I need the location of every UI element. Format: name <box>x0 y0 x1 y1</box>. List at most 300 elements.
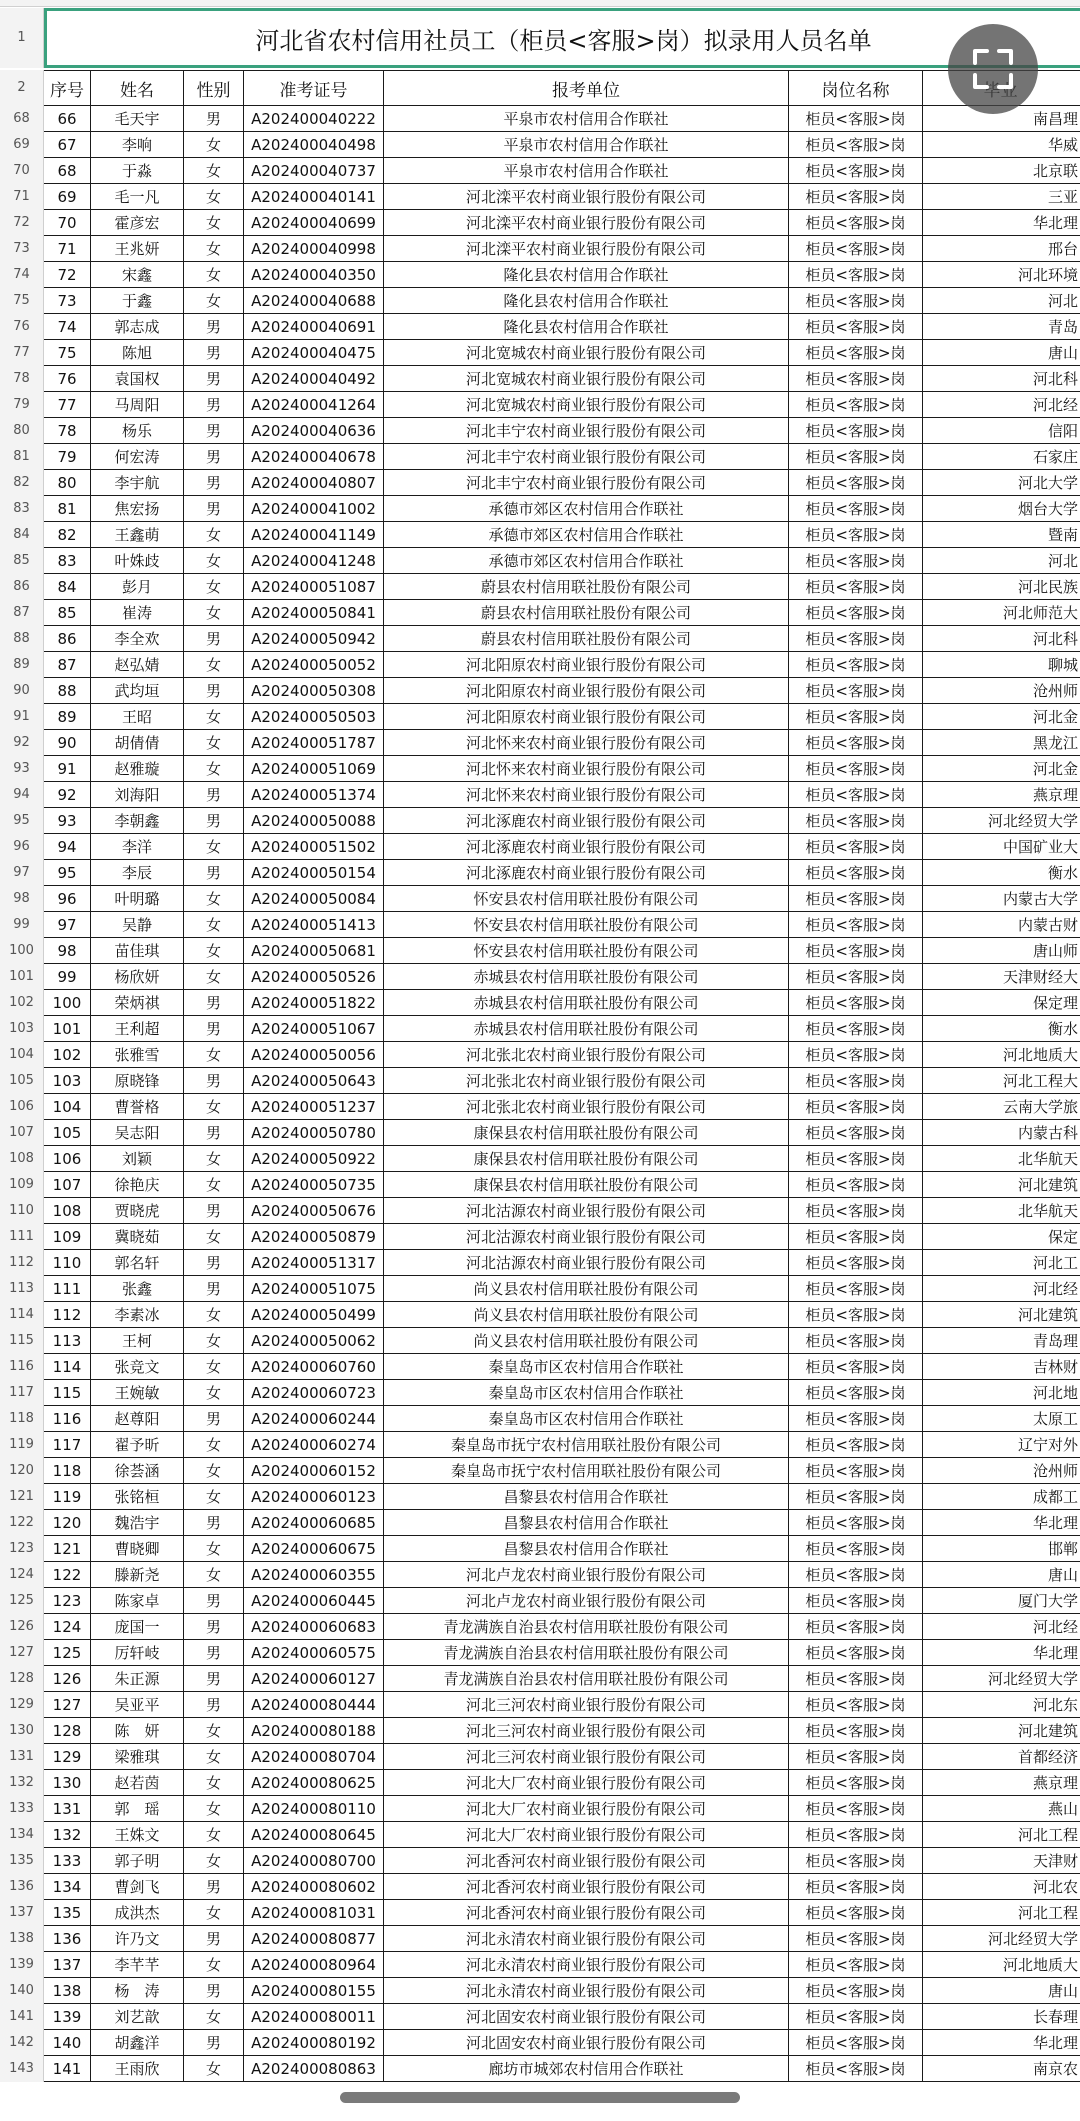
cell-position[interactable]: 柜员<客服>岗 <box>789 106 923 132</box>
cell-sex[interactable]: 男 <box>184 1198 244 1224</box>
cell-cert[interactable]: A202400060760 <box>244 1354 384 1380</box>
cell-name[interactable]: 宋鑫 <box>91 262 184 288</box>
cell-unit[interactable]: 河北滦平农村商业银行股份有限公司 <box>384 210 789 236</box>
cell-seq[interactable]: 72 <box>44 262 91 288</box>
cell-school[interactable]: 唐山师 <box>923 938 1080 964</box>
cell-unit[interactable]: 昌黎县农村信用合作联社 <box>384 1510 789 1536</box>
cell-school[interactable]: 青岛理 <box>923 1328 1080 1354</box>
cell-seq[interactable]: 140 <box>44 2030 91 2056</box>
cell-seq[interactable]: 67 <box>44 132 91 158</box>
cell-school[interactable]: 河北科 <box>923 626 1080 652</box>
table-row[interactable] <box>44 730 1080 756</box>
fullscreen-button[interactable] <box>948 24 1038 114</box>
table-row[interactable] <box>44 1666 1080 1692</box>
cell-unit[interactable]: 河北滦平农村商业银行股份有限公司 <box>384 184 789 210</box>
table-row[interactable] <box>44 1926 1080 1952</box>
cell-position[interactable]: 柜员<客服>岗 <box>789 1276 923 1302</box>
table-row[interactable] <box>44 1640 1080 1666</box>
cell-unit[interactable]: 河北宽城农村商业银行股份有限公司 <box>384 366 789 392</box>
cell-sex[interactable]: 男 <box>184 782 244 808</box>
table-row[interactable] <box>44 1068 1080 1094</box>
cell-sex[interactable]: 男 <box>184 366 244 392</box>
cell-sex[interactable]: 女 <box>184 1302 244 1328</box>
cell-school[interactable]: 河北工程 <box>923 1900 1080 1926</box>
cell-school[interactable]: 三亚 <box>923 184 1080 210</box>
cell-position[interactable]: 柜员<客服>岗 <box>789 964 923 990</box>
cell-sex[interactable]: 女 <box>184 1952 244 1978</box>
cell-school[interactable]: 河北 <box>923 548 1080 574</box>
cell-seq[interactable]: 127 <box>44 1692 91 1718</box>
cell-cert[interactable]: A202400060575 <box>244 1640 384 1666</box>
cell-sex[interactable]: 女 <box>184 912 244 938</box>
cell-sex[interactable]: 女 <box>184 184 244 210</box>
cell-cert[interactable]: A202400080444 <box>244 1692 384 1718</box>
table-row[interactable] <box>44 1432 1080 1458</box>
cell-cert[interactable]: A202400050526 <box>244 964 384 990</box>
cell-name[interactable]: 叶明璐 <box>91 886 184 912</box>
cell-sex[interactable]: 男 <box>184 2030 244 2056</box>
cell-seq[interactable]: 70 <box>44 210 91 236</box>
cell-unit[interactable]: 河北三河农村商业银行股份有限公司 <box>384 1718 789 1744</box>
cell-unit[interactable]: 赤城县农村信用联社股份有限公司 <box>384 990 789 1016</box>
cell-position[interactable]: 柜员<客服>岗 <box>789 1146 923 1172</box>
cell-position[interactable]: 柜员<客服>岗 <box>789 1458 923 1484</box>
cell-position[interactable]: 柜员<客服>岗 <box>789 392 923 418</box>
cell-sex[interactable]: 男 <box>184 1874 244 1900</box>
table-row[interactable] <box>44 1302 1080 1328</box>
cell-sex[interactable]: 女 <box>184 1796 244 1822</box>
cell-unit[interactable]: 康保县农村信用联社股份有限公司 <box>384 1120 789 1146</box>
cell-unit[interactable]: 河北怀来农村商业银行股份有限公司 <box>384 782 789 808</box>
cell-cert[interactable]: A202400080625 <box>244 1770 384 1796</box>
cell-seq[interactable]: 101 <box>44 1016 91 1042</box>
cell-position[interactable]: 柜员<客服>岗 <box>789 210 923 236</box>
cell-name[interactable]: 李芊芊 <box>91 1952 184 1978</box>
cell-name[interactable]: 胡鑫洋 <box>91 2030 184 2056</box>
cell-unit[interactable]: 承德市郊区农村信用合作联社 <box>384 496 789 522</box>
cell-seq[interactable]: 98 <box>44 938 91 964</box>
cell-position[interactable]: 柜员<客服>岗 <box>789 2030 923 2056</box>
cell-school[interactable]: 邯郸 <box>923 1536 1080 1562</box>
cell-name[interactable]: 朱正源 <box>91 1666 184 1692</box>
cell-school[interactable]: 河北师范大 <box>923 600 1080 626</box>
cell-sex[interactable]: 男 <box>184 1406 244 1432</box>
cell-seq[interactable]: 100 <box>44 990 91 1016</box>
cell-sex[interactable]: 男 <box>184 1640 244 1666</box>
cell-seq[interactable]: 112 <box>44 1302 91 1328</box>
cell-cert[interactable]: A202400050841 <box>244 600 384 626</box>
cell-position[interactable]: 柜员<客服>岗 <box>789 236 923 262</box>
cell-seq[interactable]: 75 <box>44 340 91 366</box>
cell-position[interactable]: 柜员<客服>岗 <box>789 1562 923 1588</box>
cell-seq[interactable]: 77 <box>44 392 91 418</box>
cell-position[interactable]: 柜员<客服>岗 <box>789 1848 923 1874</box>
cell-sex[interactable]: 男 <box>184 1120 244 1146</box>
cell-name[interactable]: 赵弘婧 <box>91 652 184 678</box>
cell-name[interactable]: 马周阳 <box>91 392 184 418</box>
cell-sex[interactable]: 女 <box>184 730 244 756</box>
table-row[interactable] <box>44 1172 1080 1198</box>
cell-seq[interactable]: 114 <box>44 1354 91 1380</box>
table-row[interactable] <box>44 132 1080 158</box>
header-name[interactable]: 姓名 <box>91 70 184 106</box>
header-position[interactable]: 岗位名称 <box>789 70 923 106</box>
cell-position[interactable]: 柜员<客服>岗 <box>789 1744 923 1770</box>
cell-sex[interactable]: 女 <box>184 1718 244 1744</box>
cell-school[interactable]: 青岛 <box>923 314 1080 340</box>
table-row[interactable] <box>44 912 1080 938</box>
table-row[interactable] <box>44 522 1080 548</box>
cell-school[interactable]: 河北地质大 <box>923 1042 1080 1068</box>
table-row[interactable] <box>44 652 1080 678</box>
cell-position[interactable]: 柜员<客服>岗 <box>789 1250 923 1276</box>
cell-unit[interactable]: 赤城县农村信用联社股份有限公司 <box>384 964 789 990</box>
cell-unit[interactable]: 河北涿鹿农村商业银行股份有限公司 <box>384 834 789 860</box>
cell-unit[interactable]: 青龙满族自治县农村信用联社股份有限公司 <box>384 1666 789 1692</box>
cell-unit[interactable]: 昌黎县农村信用合作联社 <box>384 1536 789 1562</box>
cell-school[interactable]: 沧州师 <box>923 678 1080 704</box>
cell-cert[interactable]: A202400051069 <box>244 756 384 782</box>
cell-unit[interactable]: 隆化县农村信用合作联社 <box>384 262 789 288</box>
cell-school[interactable]: 河北经 <box>923 392 1080 418</box>
cell-school[interactable]: 河北 <box>923 288 1080 314</box>
cell-cert[interactable]: A202400051374 <box>244 782 384 808</box>
cell-seq[interactable]: 109 <box>44 1224 91 1250</box>
cell-unit[interactable]: 河北张北农村商业银行股份有限公司 <box>384 1042 789 1068</box>
cell-seq[interactable]: 93 <box>44 808 91 834</box>
table-row[interactable] <box>44 340 1080 366</box>
cell-school[interactable]: 河北科 <box>923 366 1080 392</box>
cell-name[interactable]: 毛一凡 <box>91 184 184 210</box>
cell-school[interactable]: 河北工程大 <box>923 1068 1080 1094</box>
cell-seq[interactable]: 94 <box>44 834 91 860</box>
cell-unit[interactable]: 河北阳原农村商业银行股份有限公司 <box>384 678 789 704</box>
cell-cert[interactable]: A202400080700 <box>244 1848 384 1874</box>
cell-school[interactable]: 河北农 <box>923 1874 1080 1900</box>
cell-position[interactable]: 柜员<客服>岗 <box>789 1874 923 1900</box>
cell-school[interactable]: 成都工 <box>923 1484 1080 1510</box>
cell-seq[interactable]: 141 <box>44 2056 91 2082</box>
table-row[interactable] <box>44 210 1080 236</box>
table-row[interactable] <box>44 1094 1080 1120</box>
table-row[interactable] <box>44 704 1080 730</box>
cell-name[interactable]: 李朝鑫 <box>91 808 184 834</box>
cell-sex[interactable]: 女 <box>184 1848 244 1874</box>
cell-cert[interactable]: A202400060123 <box>244 1484 384 1510</box>
cell-seq[interactable]: 102 <box>44 1042 91 1068</box>
cell-school[interactable]: 燕京理 <box>923 1770 1080 1796</box>
cell-sex[interactable]: 女 <box>184 548 244 574</box>
cell-name[interactable]: 庞国一 <box>91 1614 184 1640</box>
cell-name[interactable]: 吴静 <box>91 912 184 938</box>
table-row[interactable] <box>44 314 1080 340</box>
cell-cert[interactable]: A202400050088 <box>244 808 384 834</box>
table-row[interactable] <box>44 106 1080 132</box>
cell-school[interactable]: 河北地 <box>923 1380 1080 1406</box>
cell-seq[interactable]: 66 <box>44 106 91 132</box>
cell-school[interactable]: 南京农 <box>923 2056 1080 2082</box>
cell-unit[interactable]: 平泉市农村信用合作联社 <box>384 158 789 184</box>
cell-seq[interactable]: 119 <box>44 1484 91 1510</box>
cell-position[interactable]: 柜员<客服>岗 <box>789 1406 923 1432</box>
table-row[interactable] <box>44 1588 1080 1614</box>
cell-position[interactable]: 柜员<客服>岗 <box>789 314 923 340</box>
cell-seq[interactable]: 134 <box>44 1874 91 1900</box>
cell-school[interactable]: 河北环境 <box>923 262 1080 288</box>
table-row[interactable] <box>44 1848 1080 1874</box>
cell-cert[interactable]: A202400040678 <box>244 444 384 470</box>
cell-cert[interactable]: A202400040350 <box>244 262 384 288</box>
cell-cert[interactable]: A202400060355 <box>244 1562 384 1588</box>
cell-sex[interactable]: 女 <box>184 158 244 184</box>
cell-cert[interactable]: A202400060723 <box>244 1380 384 1406</box>
cell-unit[interactable]: 河北卢龙农村商业银行股份有限公司 <box>384 1588 789 1614</box>
cell-unit[interactable]: 赤城县农村信用联社股份有限公司 <box>384 1016 789 1042</box>
cell-unit[interactable]: 河北永清农村商业银行股份有限公司 <box>384 1926 789 1952</box>
cell-name[interactable]: 翟予昕 <box>91 1432 184 1458</box>
cell-seq[interactable]: 87 <box>44 652 91 678</box>
cell-name[interactable]: 彭月 <box>91 574 184 600</box>
cell-position[interactable]: 柜员<客服>岗 <box>789 678 923 704</box>
cell-unit[interactable]: 河北涿鹿农村商业银行股份有限公司 <box>384 860 789 886</box>
cell-seq[interactable]: 103 <box>44 1068 91 1094</box>
cell-name[interactable]: 厉轩岐 <box>91 1640 184 1666</box>
cell-position[interactable]: 柜员<客服>岗 <box>789 1640 923 1666</box>
cell-school[interactable]: 河北经 <box>923 1614 1080 1640</box>
cell-school[interactable]: 中国矿业大 <box>923 834 1080 860</box>
table-row[interactable] <box>44 184 1080 210</box>
cell-sex[interactable]: 男 <box>184 1926 244 1952</box>
cell-sex[interactable]: 男 <box>184 808 244 834</box>
cell-unit[interactable]: 秦皇岛市区农村信用合作联社 <box>384 1354 789 1380</box>
cell-sex[interactable]: 男 <box>184 1276 244 1302</box>
cell-name[interactable]: 霍彦宏 <box>91 210 184 236</box>
cell-unit[interactable]: 廊坊市城郊农村信用合作联社 <box>384 2056 789 2082</box>
cell-position[interactable]: 柜员<客服>岗 <box>789 496 923 522</box>
cell-seq[interactable]: 121 <box>44 1536 91 1562</box>
cell-cert[interactable]: A202400050643 <box>244 1068 384 1094</box>
cell-school[interactable]: 河北地质大 <box>923 1952 1080 1978</box>
cell-name[interactable]: 崔涛 <box>91 600 184 626</box>
table-row[interactable] <box>44 236 1080 262</box>
cell-name[interactable]: 苗佳琪 <box>91 938 184 964</box>
home-indicator[interactable] <box>340 2092 740 2103</box>
table-row[interactable] <box>44 886 1080 912</box>
table-row[interactable] <box>44 418 1080 444</box>
cell-seq[interactable]: 81 <box>44 496 91 522</box>
cell-unit[interactable]: 河北阳原农村商业银行股份有限公司 <box>384 652 789 678</box>
cell-cert[interactable]: A202400040498 <box>244 132 384 158</box>
cell-position[interactable]: 柜员<客服>岗 <box>789 444 923 470</box>
cell-position[interactable]: 柜员<客服>岗 <box>789 1692 923 1718</box>
cell-school[interactable]: 燕山 <box>923 1796 1080 1822</box>
cell-school[interactable]: 保定理 <box>923 990 1080 1016</box>
cell-seq[interactable]: 128 <box>44 1718 91 1744</box>
cell-unit[interactable]: 青龙满族自治县农村信用联社股份有限公司 <box>384 1614 789 1640</box>
cell-unit[interactable]: 康保县农村信用联社股份有限公司 <box>384 1146 789 1172</box>
cell-school[interactable]: 聊城 <box>923 652 1080 678</box>
cell-name[interactable]: 毛天宇 <box>91 106 184 132</box>
cell-sex[interactable]: 女 <box>184 964 244 990</box>
cell-cert[interactable]: A202400080863 <box>244 2056 384 2082</box>
cell-sex[interactable]: 男 <box>184 1978 244 2004</box>
cell-name[interactable]: 焦宏扬 <box>91 496 184 522</box>
cell-unit[interactable]: 承德市郊区农村信用合作联社 <box>384 548 789 574</box>
table-row[interactable] <box>44 860 1080 886</box>
cell-school[interactable]: 北华航天 <box>923 1198 1080 1224</box>
cell-cert[interactable]: A202400060244 <box>244 1406 384 1432</box>
cell-name[interactable]: 许乃文 <box>91 1926 184 1952</box>
cell-unit[interactable]: 河北沽源农村商业银行股份有限公司 <box>384 1198 789 1224</box>
cell-name[interactable]: 赵尊阳 <box>91 1406 184 1432</box>
cell-school[interactable]: 华威 <box>923 132 1080 158</box>
cell-cert[interactable]: A202400051413 <box>244 912 384 938</box>
cell-position[interactable]: 柜员<客服>岗 <box>789 1224 923 1250</box>
cell-name[interactable]: 成洪杰 <box>91 1900 184 1926</box>
cell-unit[interactable]: 蔚县农村信用联社股份有限公司 <box>384 626 789 652</box>
cell-unit[interactable]: 河北丰宁农村商业银行股份有限公司 <box>384 470 789 496</box>
cell-position[interactable]: 柜员<客服>岗 <box>789 1536 923 1562</box>
cell-cert[interactable]: A202400050499 <box>244 1302 384 1328</box>
cell-name[interactable]: 赵雅璇 <box>91 756 184 782</box>
cell-cert[interactable]: A202400050922 <box>244 1146 384 1172</box>
cell-cert[interactable]: A202400041248 <box>244 548 384 574</box>
cell-unit[interactable]: 青龙满族自治县农村信用联社股份有限公司 <box>384 1640 789 1666</box>
cell-sex[interactable]: 女 <box>184 1094 244 1120</box>
cell-position[interactable]: 柜员<客服>岗 <box>789 704 923 730</box>
cell-name[interactable]: 滕新尧 <box>91 1562 184 1588</box>
cell-sex[interactable]: 女 <box>184 210 244 236</box>
cell-unit[interactable]: 秦皇岛市抚宁农村信用联社股份有限公司 <box>384 1432 789 1458</box>
cell-sex[interactable]: 女 <box>184 1146 244 1172</box>
cell-position[interactable]: 柜员<客服>岗 <box>789 1380 923 1406</box>
cell-position[interactable]: 柜员<客服>岗 <box>789 652 923 678</box>
cell-unit[interactable]: 河北丰宁农村商业银行股份有限公司 <box>384 418 789 444</box>
cell-position[interactable]: 柜员<客服>岗 <box>789 756 923 782</box>
cell-unit[interactable]: 康保县农村信用联社股份有限公司 <box>384 1172 789 1198</box>
cell-name[interactable]: 曹誉格 <box>91 1094 184 1120</box>
cell-unit[interactable]: 河北永清农村商业银行股份有限公司 <box>384 1952 789 1978</box>
cell-cert[interactable]: A202400051237 <box>244 1094 384 1120</box>
cell-name[interactable]: 刘颖 <box>91 1146 184 1172</box>
cell-unit[interactable]: 河北固安农村商业银行股份有限公司 <box>384 2030 789 2056</box>
cell-cert[interactable]: A202400051822 <box>244 990 384 1016</box>
cell-seq[interactable]: 108 <box>44 1198 91 1224</box>
cell-unit[interactable]: 河北卢龙农村商业银行股份有限公司 <box>384 1562 789 1588</box>
cell-name[interactable]: 梁雅琪 <box>91 1744 184 1770</box>
cell-sex[interactable]: 男 <box>184 860 244 886</box>
cell-unit[interactable]: 蔚县农村信用联社股份有限公司 <box>384 574 789 600</box>
cell-sex[interactable]: 男 <box>184 1016 244 1042</box>
cell-position[interactable]: 柜员<客服>岗 <box>789 1510 923 1536</box>
cell-name[interactable]: 王利超 <box>91 1016 184 1042</box>
cell-cert[interactable]: A202400080645 <box>244 1822 384 1848</box>
cell-name[interactable]: 郭志成 <box>91 314 184 340</box>
cell-cert[interactable]: A202400040475 <box>244 340 384 366</box>
cell-school[interactable]: 华北理 <box>923 210 1080 236</box>
cell-name[interactable]: 徐艳庆 <box>91 1172 184 1198</box>
cell-cert[interactable]: A202400050942 <box>244 626 384 652</box>
cell-name[interactable]: 荣炳祺 <box>91 990 184 1016</box>
cell-position[interactable]: 柜员<客服>岗 <box>789 184 923 210</box>
cell-school[interactable]: 内蒙古大学 <box>923 886 1080 912</box>
cell-position[interactable]: 柜员<客服>岗 <box>789 340 923 366</box>
cell-unit[interactable]: 河北张北农村商业银行股份有限公司 <box>384 1094 789 1120</box>
cell-unit[interactable]: 河北香河农村商业银行股份有限公司 <box>384 1848 789 1874</box>
cell-school[interactable]: 保定 <box>923 1224 1080 1250</box>
cell-name[interactable]: 杨乐 <box>91 418 184 444</box>
cell-school[interactable]: 唐山 <box>923 1562 1080 1588</box>
table-row[interactable] <box>44 1562 1080 1588</box>
cell-seq[interactable]: 71 <box>44 236 91 262</box>
table-row[interactable] <box>44 1614 1080 1640</box>
cell-sex[interactable]: 女 <box>184 1744 244 1770</box>
cell-cert[interactable]: A202400040737 <box>244 158 384 184</box>
cell-name[interactable]: 于鑫 <box>91 288 184 314</box>
cell-sex[interactable]: 男 <box>184 1250 244 1276</box>
cell-cert[interactable]: A202400051067 <box>244 1016 384 1042</box>
cell-name[interactable]: 王昭 <box>91 704 184 730</box>
table-row[interactable] <box>44 756 1080 782</box>
table-row[interactable] <box>44 1380 1080 1406</box>
cell-name[interactable]: 武均垣 <box>91 678 184 704</box>
cell-seq[interactable]: 138 <box>44 1978 91 2004</box>
cell-school[interactable]: 辽宁对外 <box>923 1432 1080 1458</box>
cell-school[interactable]: 内蒙古科 <box>923 1120 1080 1146</box>
table-row[interactable] <box>44 1874 1080 1900</box>
cell-position[interactable]: 柜员<客服>岗 <box>789 860 923 886</box>
cell-sex[interactable]: 女 <box>184 756 244 782</box>
cell-sex[interactable]: 女 <box>184 262 244 288</box>
cell-school[interactable]: 河北民族 <box>923 574 1080 600</box>
cell-seq[interactable]: 137 <box>44 1952 91 1978</box>
cell-seq[interactable]: 84 <box>44 574 91 600</box>
cell-unit[interactable]: 尚义县农村信用联社股份有限公司 <box>384 1328 789 1354</box>
table-row[interactable] <box>44 496 1080 522</box>
cell-seq[interactable]: 99 <box>44 964 91 990</box>
cell-seq[interactable]: 132 <box>44 1822 91 1848</box>
cell-sex[interactable]: 女 <box>184 1380 244 1406</box>
cell-unit[interactable]: 承德市郊区农村信用合作联社 <box>384 522 789 548</box>
cell-sex[interactable]: 男 <box>184 626 244 652</box>
cell-name[interactable]: 王柯 <box>91 1328 184 1354</box>
cell-cert[interactable]: A202400050879 <box>244 1224 384 1250</box>
cell-seq[interactable]: 74 <box>44 314 91 340</box>
cell-position[interactable]: 柜员<客服>岗 <box>789 626 923 652</box>
cell-name[interactable]: 李全欢 <box>91 626 184 652</box>
cell-school[interactable]: 河北金 <box>923 756 1080 782</box>
cell-seq[interactable]: 133 <box>44 1848 91 1874</box>
cell-cert[interactable]: A202400050084 <box>244 886 384 912</box>
cell-name[interactable]: 张铭桓 <box>91 1484 184 1510</box>
cell-seq[interactable]: 76 <box>44 366 91 392</box>
cell-unit[interactable]: 河北张北农村商业银行股份有限公司 <box>384 1068 789 1094</box>
cell-school[interactable]: 烟台大学 <box>923 496 1080 522</box>
cell-cert[interactable]: A202400050308 <box>244 678 384 704</box>
cell-position[interactable]: 柜员<客服>岗 <box>789 1614 923 1640</box>
cell-cert[interactable]: A202400051502 <box>244 834 384 860</box>
cell-name[interactable]: 吴亚平 <box>91 1692 184 1718</box>
cell-name[interactable]: 叶姝歧 <box>91 548 184 574</box>
cell-sex[interactable]: 女 <box>184 704 244 730</box>
cell-sex[interactable]: 女 <box>184 1328 244 1354</box>
cell-sex[interactable]: 男 <box>184 418 244 444</box>
cell-cert[interactable]: A202400050681 <box>244 938 384 964</box>
cell-cert[interactable]: A202400080110 <box>244 1796 384 1822</box>
cell-sex[interactable]: 男 <box>184 340 244 366</box>
cell-school[interactable]: 河北经贸大学 <box>923 1926 1080 1952</box>
cell-school[interactable]: 华北理 <box>923 1640 1080 1666</box>
